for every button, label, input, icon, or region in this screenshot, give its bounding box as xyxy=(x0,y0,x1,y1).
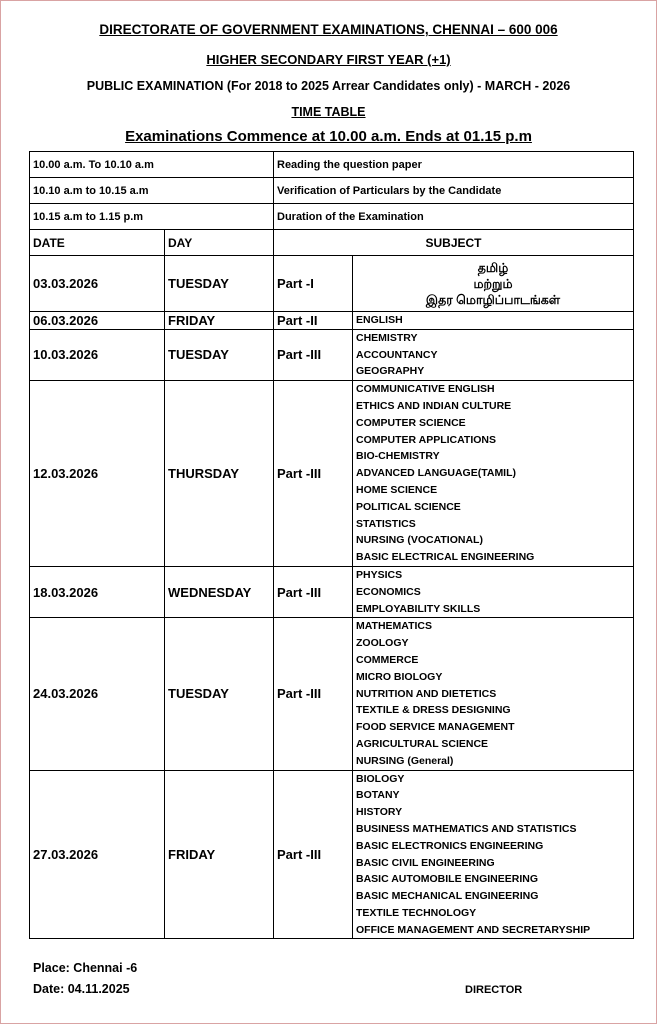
subject-item: BASIC AUTOMOBILE ENGINEERING xyxy=(356,873,539,886)
subject-item: BIO-CHEMISTRY xyxy=(356,450,440,463)
subject-item: STATISTICS xyxy=(356,517,416,530)
subject-item: BOTANY xyxy=(356,789,400,802)
subject-item: COMPUTER APPLICATIONS xyxy=(356,433,497,446)
subject-item: மற்றும் xyxy=(473,276,513,291)
exam-day: TUESDAY xyxy=(165,618,274,770)
schedule-time: 10.00 a.m. To 10.10 a.m xyxy=(30,152,274,178)
exam-subjects xyxy=(353,329,634,380)
exam-subjects xyxy=(353,566,634,617)
subject-item: PHYSICS xyxy=(356,568,403,581)
exam-day: TUESDAY xyxy=(165,329,274,380)
exam-description: PUBLIC EXAMINATION (For 2018 to 2025 Arrear Candidates only) - MARCH - 2026 xyxy=(86,79,571,93)
exam-day: THURSDAY xyxy=(165,381,274,567)
subject-item: NUTRITION AND DIETETICS xyxy=(356,687,497,700)
subject-item: MATHEMATICS xyxy=(356,620,433,633)
subject-item: COMMUNICATIVE ENGLISH xyxy=(356,383,495,396)
subject-item: TEXTILE TECHNOLOGY xyxy=(356,906,477,919)
exam-day: WEDNESDAY xyxy=(165,566,274,617)
exam-part: Part -III xyxy=(274,329,353,380)
place-label: Place: Chennai -6 xyxy=(33,961,138,975)
subject-item: AGRICULTURAL SCIENCE xyxy=(356,737,489,750)
exam-date: 06.03.2026 xyxy=(30,312,165,330)
exam-row xyxy=(30,256,634,312)
subject-item: ECONOMICS xyxy=(356,585,421,598)
exam-day: FRIDAY xyxy=(165,312,274,330)
exam-part: Part -II xyxy=(274,312,353,330)
column-header-row xyxy=(30,230,634,256)
subject-item: GEOGRAPHY xyxy=(356,365,425,378)
subject-item: MICRO BIOLOGY xyxy=(356,670,443,683)
subject-item: ZOOLOGY xyxy=(356,637,409,650)
subject-item: BASIC ELECTRONICS ENGINEERING xyxy=(356,839,544,852)
column-header-subject: SUBJECT xyxy=(274,230,634,256)
exam-level-title: HIGHER SECONDARY FIRST YEAR (+1) xyxy=(206,52,451,67)
exam-part: Part -III xyxy=(274,381,353,567)
subject-item: தமிழ் xyxy=(477,260,509,275)
exam-row xyxy=(30,770,634,939)
exam-day: FRIDAY xyxy=(165,770,274,939)
subject-item: BUSINESS MATHEMATICS AND STATISTICS xyxy=(356,822,577,835)
subject-item: CHEMISTRY xyxy=(356,331,418,344)
schedule-row xyxy=(30,178,634,204)
exam-date: 10.03.2026 xyxy=(30,329,165,380)
exam-date: 27.03.2026 xyxy=(30,770,165,939)
subject-item: HOME SCIENCE xyxy=(356,483,438,496)
exam-part: Part -III xyxy=(274,618,353,770)
subject-item: NURSING (General) xyxy=(356,754,454,767)
exam-timing-note: Examinations Commence at 10.00 a.m. Ends at 01.15 p.m xyxy=(125,128,532,145)
exam-day: TUESDAY xyxy=(165,256,274,312)
exam-row xyxy=(30,312,634,330)
subject-item: TEXTILE & DRESS DESIGNING xyxy=(356,704,511,717)
subject-item: ADVANCED LANGUAGE(TAMIL) xyxy=(356,467,517,480)
exam-date: 18.03.2026 xyxy=(30,566,165,617)
exam-row xyxy=(30,566,634,617)
subject-item: POLITICAL SCIENCE xyxy=(356,500,461,513)
exam-subjects xyxy=(353,312,634,330)
exam-subjects xyxy=(353,381,634,567)
exam-part: Part -III xyxy=(274,770,353,939)
exam-subjects xyxy=(353,618,634,770)
subject-item: BASIC ELECTRICAL ENGINEERING xyxy=(356,551,535,564)
schedule-time: 10.15 a.m to 1.15 p.m xyxy=(30,204,274,230)
subject-item: HISTORY xyxy=(356,806,403,819)
schedule-activity: Verification of Particulars by the Candidate xyxy=(274,178,634,204)
time-table-heading: TIME TABLE xyxy=(291,105,366,119)
subject-item: BASIC CIVIL ENGINEERING xyxy=(356,856,495,869)
timetable xyxy=(29,151,634,939)
exam-date: 03.03.2026 xyxy=(30,256,165,312)
schedule-row xyxy=(30,152,634,178)
subject-item: OFFICE MANAGEMENT AND SECRETARYSHIP xyxy=(356,923,591,936)
directorate-title: DIRECTORATE OF GOVERNMENT EXAMINATIONS, CHENNAI – 600 006 xyxy=(99,22,558,37)
subject-item: COMPUTER SCIENCE xyxy=(356,416,466,429)
exam-subjects xyxy=(353,256,634,312)
exam-row xyxy=(30,618,634,770)
schedule-activity: Duration of the Examination xyxy=(274,204,634,230)
subject-item: EMPLOYABILITY SKILLS xyxy=(356,602,481,615)
subject-item: ENGLISH xyxy=(356,314,403,326)
exam-part: Part -I xyxy=(274,256,353,312)
exam-part: Part -III xyxy=(274,566,353,617)
column-header-day: DAY xyxy=(165,230,274,256)
date-label: Date: 04.11.2025 xyxy=(33,982,130,996)
subject-item: ETHICS AND INDIAN CULTURE xyxy=(356,399,512,412)
signatory-label: DIRECTOR xyxy=(465,984,523,996)
subject-item: NURSING (VOCATIONAL) xyxy=(356,534,483,547)
subject-item: ACCOUNTANCY xyxy=(356,348,438,361)
exam-row xyxy=(30,381,634,567)
subject-item: COMMERCE xyxy=(356,653,419,666)
schedule-activity: Reading the question paper xyxy=(274,152,634,178)
exam-date: 12.03.2026 xyxy=(30,381,165,567)
exam-subjects xyxy=(353,770,634,939)
subject-item: BIOLOGY xyxy=(356,772,405,785)
column-header-date: DATE xyxy=(30,230,165,256)
exam-date: 24.03.2026 xyxy=(30,618,165,770)
schedule-time: 10.10 a.m to 10.15 a.m xyxy=(30,178,274,204)
subject-item: FOOD SERVICE MANAGEMENT xyxy=(356,721,515,734)
exam-row xyxy=(30,329,634,380)
schedule-row xyxy=(30,204,634,230)
subject-item: BASIC MECHANICAL ENGINEERING xyxy=(356,890,539,903)
subject-item: இதர மொழிப்பாடங்கள் xyxy=(425,292,561,307)
